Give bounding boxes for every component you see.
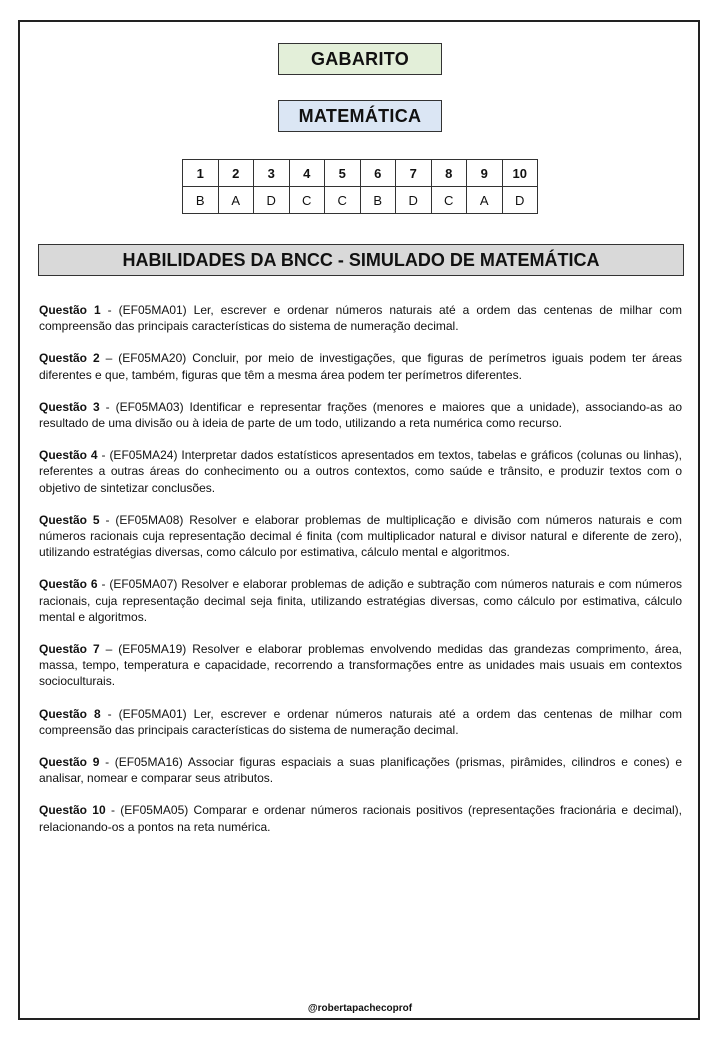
question-text: (EF05MA01) Ler, escrever e ordenar números naturais até a ordem das centenas de milhar com compreensão das principais características do sistema de numeração decimal. bbox=[39, 706, 682, 737]
answer-key-answer: D bbox=[502, 187, 538, 214]
gabarito-title: GABARITO bbox=[278, 43, 442, 75]
answer-key-answer: D bbox=[254, 187, 290, 214]
answer-key-number: 4 bbox=[289, 160, 325, 187]
answer-key-answer: B bbox=[183, 187, 219, 214]
question-separator: – bbox=[99, 351, 119, 366]
answer-key-answer: C bbox=[289, 187, 325, 214]
question-item bbox=[39, 350, 682, 382]
question-item bbox=[39, 641, 682, 690]
question-separator: - bbox=[99, 512, 116, 527]
question-item bbox=[39, 706, 682, 738]
answer-key-answer: A bbox=[467, 187, 503, 214]
answer-key-number: 6 bbox=[360, 160, 396, 187]
answer-key-answer: D bbox=[396, 187, 432, 214]
question-separator: - bbox=[99, 399, 116, 414]
answer-key-answer: A bbox=[218, 187, 254, 214]
question-text: (EF05MA20) Concluir, por meio de investigações, que figuras de perímetros iguais podem ter áreas diferentes e que, também, figuras que têm a mesma área podem ter perímetros diferentes. bbox=[39, 351, 682, 382]
answer-key-answer: C bbox=[325, 187, 361, 214]
question-separator: - bbox=[105, 803, 121, 818]
answer-key-answers-row bbox=[183, 187, 538, 214]
question-label: Questão 4 bbox=[39, 448, 98, 463]
answer-key-number: 3 bbox=[254, 160, 290, 187]
question-separator: - bbox=[100, 706, 119, 721]
question-label: Questão 5 bbox=[39, 512, 100, 527]
answer-key-answer: C bbox=[431, 187, 467, 214]
answer-key-number: 7 bbox=[396, 160, 432, 187]
question-text: (EF05MA24) Interpretar dados estatísticos apresentados em textos, tabelas e gráficos (colunas ou linhas), referentes a outras áreas do conhecimento ou a outros contextos, como saúde e trânsito, e produzir textos com o objetivo de sintetizar conclusões. bbox=[39, 448, 682, 495]
question-item bbox=[39, 512, 682, 561]
subject-title: MATEMÁTICA bbox=[278, 100, 442, 132]
question-text: (EF05MA19) Resolver e elaborar problemas envolvendo medidas das grandezas comprimento, área, massa, tempo, temperatura e capacidade, recorrendo a transformações entre as unidades mais usuais em contextos socioculturais. bbox=[39, 642, 682, 689]
answer-key-number: 10 bbox=[502, 160, 538, 187]
question-text: (EF05MA01) Ler, escrever e ordenar números naturais até a ordem das centenas de milhar com compreensão das principais características do sistema de numeração decimal. bbox=[39, 303, 682, 334]
question-separator: - bbox=[97, 577, 110, 592]
question-label: Questão 6 bbox=[39, 577, 98, 592]
question-text: (EF05MA08) Resolver e elaborar problemas de multiplicação e divisão com números naturais e com números racionais cuja representação decimal é finita (com multiplicador natural e divisor natural e diferente de zero), utilizando estratégias diversas, como cálculo por estimativa, cálculo mental e algoritmos. bbox=[39, 512, 682, 560]
author-handle: @robertapachecoprof bbox=[307, 1003, 413, 1014]
question-item bbox=[39, 302, 682, 334]
question-label: Questão 8 bbox=[39, 706, 101, 721]
question-item bbox=[39, 447, 682, 496]
answer-key-number: 5 bbox=[325, 160, 361, 187]
question-text: (EF05MA07) Resolver e elaborar problemas de adição e subtração com números naturais e com números racionais, cuja representação decimal seja finita, utilizando estratégias diversas, como cálculo por estimativa, cálculo mental e algoritmos. bbox=[39, 577, 682, 624]
question-label: Questão 2 bbox=[39, 351, 100, 366]
question-text: (EF05MA05) Comparar e ordenar números racionais positivos (representações fracionária e decimal), relacionando-os a pontos na reta numérica. bbox=[39, 803, 682, 834]
section-title: HABILIDADES DA BNCC - SIMULADO DE MATEMÁTICA bbox=[38, 244, 684, 276]
questions-list bbox=[39, 302, 682, 851]
question-label: Questão 3 bbox=[39, 399, 100, 414]
answer-key-number: 2 bbox=[218, 160, 254, 187]
question-label: Questão 1 bbox=[39, 303, 101, 317]
question-text: (EF05MA16) Associar figuras espaciais a suas planificações (prismas, pirâmides, cilindros e cones) e analisar, nomear e comparar seus atributos. bbox=[39, 755, 682, 786]
answer-key-answer: B bbox=[360, 187, 396, 214]
question-label: Questão 10 bbox=[39, 803, 106, 818]
answer-key-numbers-row bbox=[183, 160, 538, 187]
question-text: (EF05MA03) Identificar e representar frações (menores e maiores que a unidade), associando-as ao resultado de uma divisão ou à ideia de parte de um todo, utilizando a reta numérica como recurso. bbox=[39, 399, 682, 431]
answer-key-number: 8 bbox=[431, 160, 467, 187]
question-item bbox=[39, 576, 682, 625]
question-item bbox=[39, 399, 682, 431]
question-item bbox=[39, 802, 682, 834]
question-item bbox=[39, 754, 682, 786]
question-separator: - bbox=[99, 755, 115, 770]
question-separator: - bbox=[100, 303, 119, 317]
answer-key-number: 9 bbox=[467, 160, 503, 187]
question-label: Questão 7 bbox=[39, 642, 100, 657]
answer-key-number: 1 bbox=[183, 160, 219, 187]
question-separator: – bbox=[99, 642, 119, 657]
question-label: Questão 9 bbox=[39, 755, 100, 770]
answer-key-table bbox=[182, 159, 538, 214]
question-separator: - bbox=[97, 448, 110, 463]
